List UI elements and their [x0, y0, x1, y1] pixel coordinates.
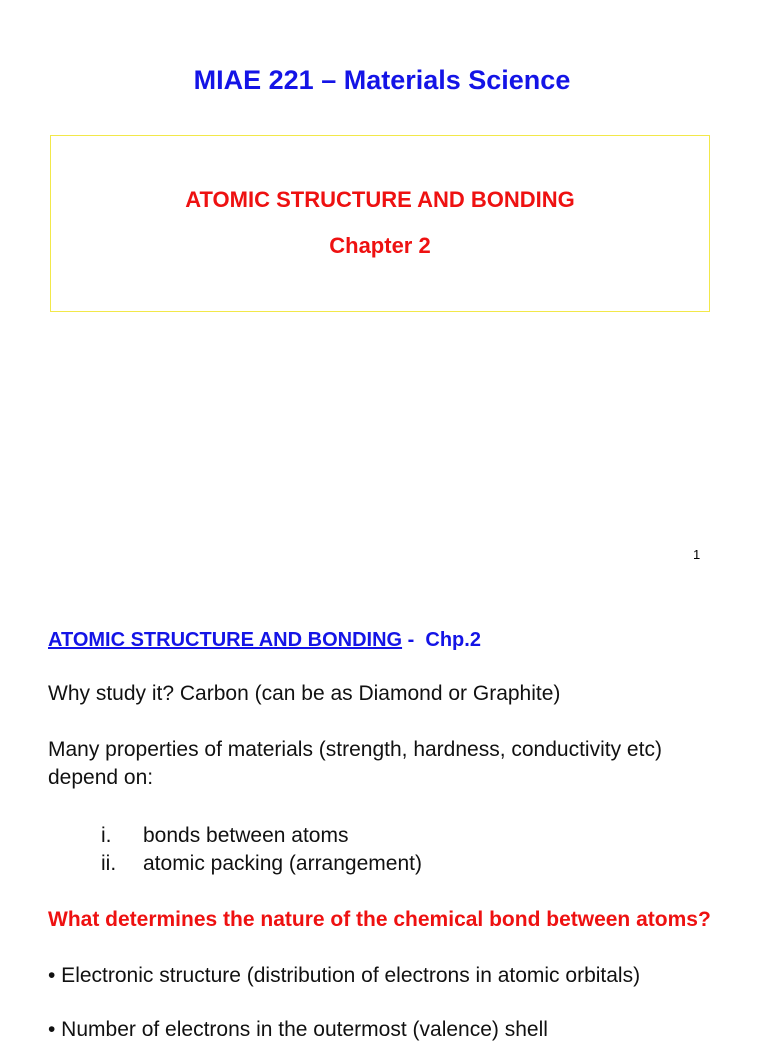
section-heading-link[interactable]: ATOMIC STRUCTURE AND BONDING: [48, 629, 403, 651]
chapter-topic-title: ATOMIC STRUCTURE AND BONDING: [185, 187, 575, 212]
section-heading-suffix: - Chp.2: [402, 629, 481, 651]
chapter-number: Chapter 2: [329, 233, 431, 258]
list-item-text: atomic packing (arrangement): [143, 852, 422, 875]
bond-question: What determines the nature of the chemical bond between atoms?: [48, 908, 711, 931]
bullet-valence-electrons: • Number of electrons in the outermost (valence) shell: [48, 1018, 548, 1041]
section-heading: [48, 627, 481, 653]
list-item-text: bonds between atoms: [143, 824, 349, 847]
properties-text: Many properties of materials (strength, hardness, conductivity etc) depend on:: [48, 738, 662, 789]
chapter-title-box: [50, 135, 710, 312]
course-title: MIAE 221 – Materials Science: [193, 65, 571, 95]
list-item-number: i.: [101, 824, 112, 847]
list-item-number: ii.: [101, 852, 117, 875]
why-study-text: Why study it? Carbon (can be as Diamond or Graphite): [48, 682, 561, 705]
bullet-electronic-structure: • Electronic structure (distribution of electrons in atomic orbitals): [48, 964, 641, 987]
page-number: 1: [693, 547, 701, 562]
